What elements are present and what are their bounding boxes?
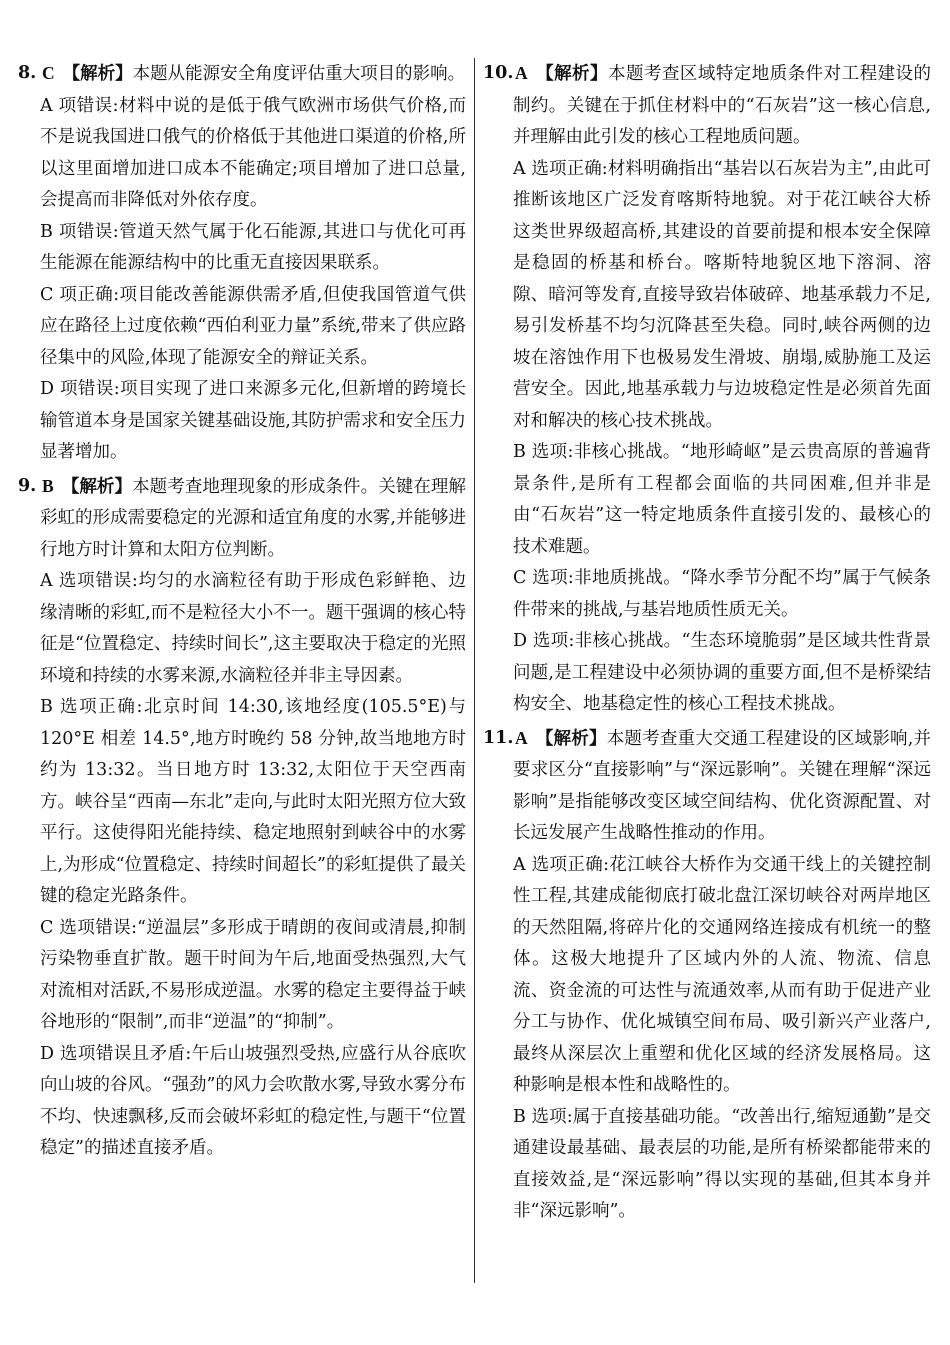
answer-letter: A	[515, 63, 528, 83]
option-c-analysis: C 选项:非地质挑战。“降水季节分配不均”属于气候条件带来的挑战,与基岩地质性质无关。	[513, 568, 931, 620]
option-a-analysis: A 选项正确:花江峡谷大桥作为交通干线上的关键控制性工程,其建成能彻底打破北盘江深切峡谷对两岸地区的天然阻隔,将碎片化的交通网络连接成有机统一的整体。这极大地提升了区域内外的人流、物流、信息流、资金流的可达性与流通效率,从而有助于促进产业分工与协作、优化城镇空间布局、吸引新兴产业落户,最终从深层次上重塑和优化区域的经济发展格局。这种影响是根本性和战略性的。	[513, 854, 931, 1095]
analysis-tag: 【解析】	[535, 64, 608, 84]
option-a-analysis: A 项错误:材料中说的是低于俄气欧洲市场供气价格,而不是说我国进口俄气的价格低于其他进口渠道的价格,所以这里面增加进口成本不能确定;项目增加了进口总量,会提高而非降低对外依存度。	[40, 95, 466, 210]
analysis-tag: 【解析】	[535, 728, 607, 749]
question-9-explanation	[18, 471, 466, 1165]
option-b-analysis: B 选项正确:北京时间 14:30,该地经度(105.5°E)与 120°E 相差 14.5°,地方时晚约 58 分钟,故当地地方时约为 13:32。当日地方时 13:32,太阳位于天空西南方。峡谷呈“西南—东北”走向,与此时太阳光照方位大致平行。这使得阳光能持续、稳定地照射到峡谷中的水雾上,为形成“位置稳定、持续时间超长”的彩虹提供了最关键的稳定光路条件。	[40, 697, 466, 906]
question-8-explanation	[18, 58, 466, 469]
analysis-tag: 【解析】	[62, 64, 133, 84]
option-c-analysis: C 项正确:项目能改善能源供需矛盾,但使我国管道气供应在路径上过度依赖“西伯利亚力量”系统,带来了供应路径集中的风险,体现了能源安全的辩证关系。	[40, 284, 466, 368]
question-11-explanation	[483, 723, 931, 1228]
option-b-analysis: B 选项:非核心挑战。“地形崎岖”是云贵高原的普遍背景条件,是所有工程都会面临的共同困难,但并非是由“石灰岩”这一特定地质条件直接引发的、最核心的技术难题。	[513, 442, 931, 557]
question-number: 9.	[18, 475, 37, 496]
right-column	[483, 58, 931, 1228]
question-number: 10.	[483, 63, 514, 83]
analysis-tag: 【解析】	[61, 476, 133, 497]
question-intro: 本题考查重大交通工程建设的区域影响,并要求区分“直接影响”与“深远影响”。关键在理解“深远影响”是指能够改变区域空间结构、优化资源配置、对长远发展产生战略性推动的作用。	[513, 728, 932, 843]
option-c-analysis: C 选项错误:“逆温层”多形成于晴朗的夜间或清晨,抑制污染物垂直扩散。题干时间为午后,地面受热强烈,大气对流相对活跃,不易形成逆温。水雾的稳定主要得益于峡谷地形的“限制”,而非“逆温”的“抑制”。	[40, 917, 466, 1032]
question-number: 11.	[483, 727, 514, 748]
column-divider	[474, 58, 475, 1283]
answer-letter: A	[515, 727, 528, 748]
option-a-analysis: A 选项正确:材料明确指出“基岩以石灰岩为主”,由此可推断该地区广泛发育喀斯特地貌。对于花江峡谷大桥这类世界级超高桥,其建设的首要前提和根本安全保障是稳固的桥基和桥台。喀斯特地貌区地下溶洞、溶隙、暗河等发育,直接导致岩体破碎、地基承载力不足,易引发桥基不均匀沉降甚至失稳。同时,峡谷两侧的边坡在溶蚀作用下也极易发生滑坡、崩塌,威胁施工及运营安全。因此,地基承载力与边坡稳定性是必须首先面对和解决的核心技术挑战。	[513, 158, 931, 431]
option-d-analysis: D 选项错误且矛盾:午后山坡强烈受热,应盛行从谷底吹向山坡的谷风。“强劲”的风力会吹散水雾,导致水雾分布不均、快速飘移,反而会破坏彩虹的稳定性,与题干“位置稳定”的描述直接矛盾。	[40, 1043, 466, 1158]
question-intro: 本题考查区域特定地质条件对工程建设的制约。关键在于抓住材料中的“石灰岩”这一核心信息,并理解由此引发的核心工程地质问题。	[513, 64, 932, 147]
left-column	[18, 58, 466, 1165]
question-intro: 本题从能源安全角度评估重大项目的影响。	[132, 64, 466, 84]
question-number: 8.	[18, 63, 37, 83]
answer-letter: C	[42, 63, 55, 83]
option-b-analysis: B 项错误:管道天然气属于化石能源,其进口与优化可再生能源在能源结构中的比重无直接因果联系。	[40, 221, 466, 273]
answer-letter: B	[42, 475, 54, 496]
option-b-analysis: B 选项:属于直接基础功能。“改善出行,缩短通勤”是交通建设最基础、最表层的功能,是所有桥梁都能带来的直接效益,是“深远影响”得以实现的基础,但其本身并非“深远影响”。	[513, 1106, 931, 1221]
option-d-analysis: D 选项:非核心挑战。“生态环境脆弱”是区域共性背景问题,是工程建设中必须协调的重要方面,但不是桥梁结构安全、地基稳定性的核心工程技术挑战。	[513, 631, 931, 714]
option-a-analysis: A 选项错误:均匀的水滴粒径有助于形成色彩鲜艳、边缘清晰的彩虹,而不是粒径大小不一。题干强调的核心特征是“位置稳定、持续时间长”,这主要取决于稳定的光照环境和持续的水雾来源,水滴粒径并非主导因素。	[40, 571, 466, 686]
question-10-explanation	[483, 58, 931, 721]
question-intro: 本题考查地理现象的形成条件。关键在理解彩虹的形成需要稳定的光源和适宜角度的水雾,并能够进行地方时计算和太阳方位判断。	[40, 476, 467, 560]
option-d-analysis: D 项错误:项目实现了进口来源多元化,但新增的跨境长输管道本身是国家关键基础设施,其防护需求和安全压力显著增加。	[40, 379, 466, 462]
